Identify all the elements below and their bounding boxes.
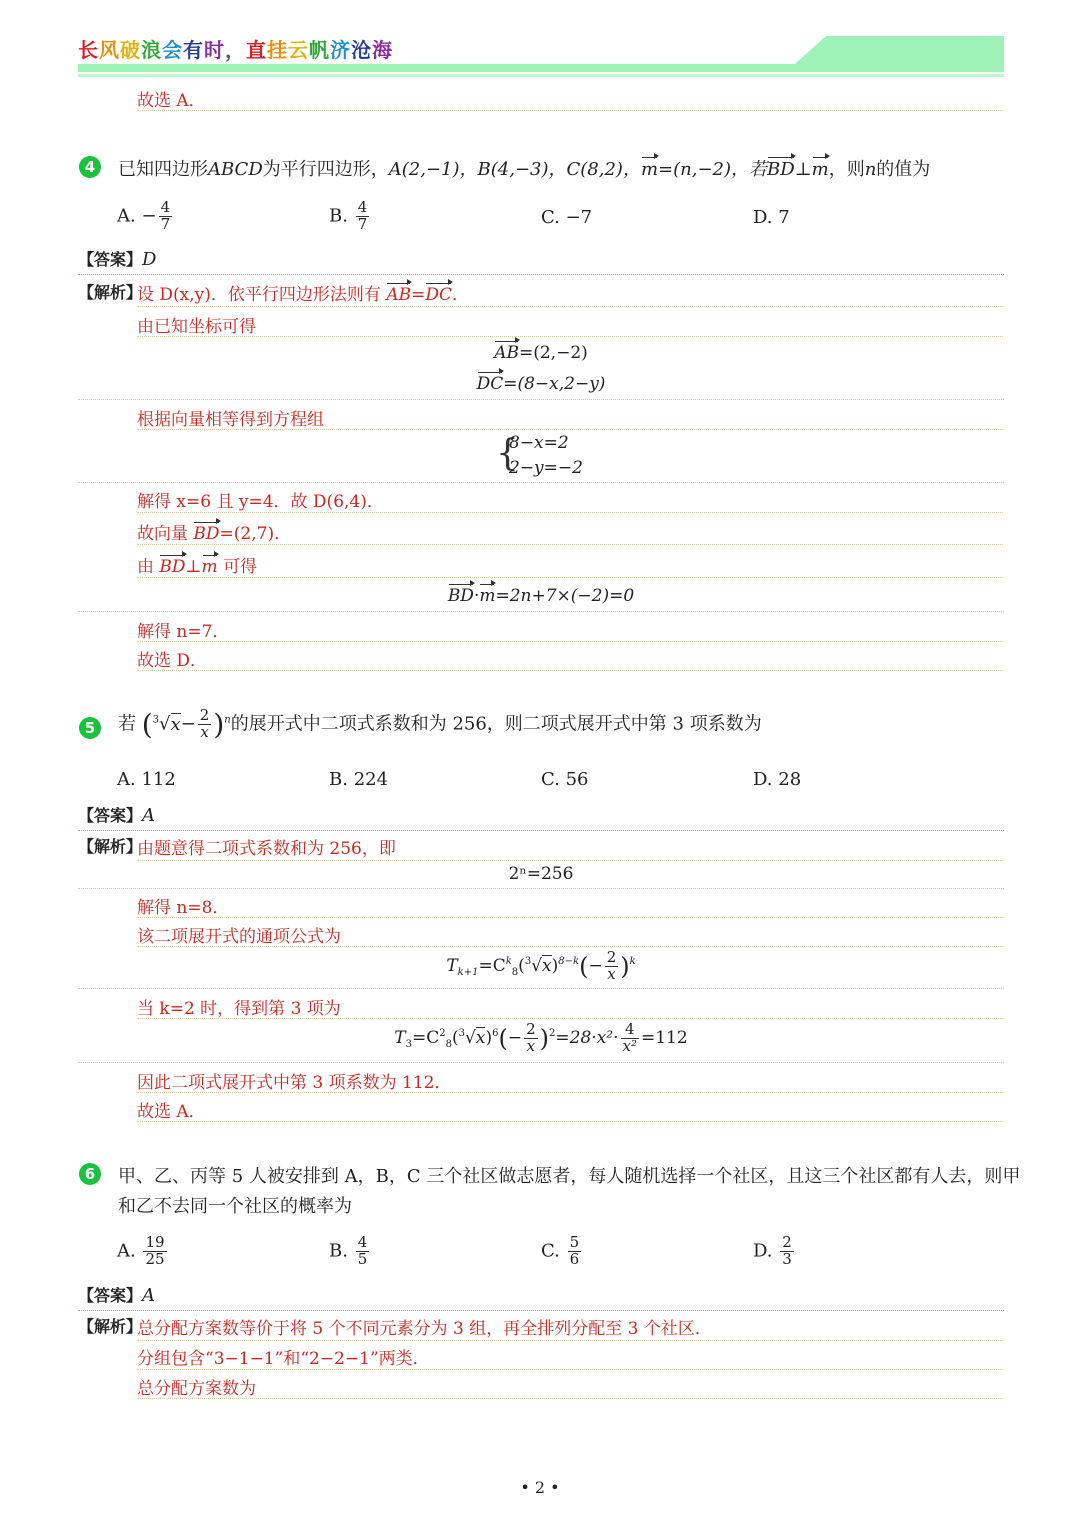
brace-icon: { bbox=[496, 433, 519, 474]
option-a[interactable]: A. $\frac{19}{25}$ bbox=[117, 1233, 165, 1268]
question-4-stem: 已知四边形ABCD为平行四边形，A(2,−1)，B(4,−3)，C(8,2)，m=(n,−2)，若BD⊥m，则n的值为 bbox=[118, 159, 931, 180]
analysis-line: 故选 A． bbox=[137, 1097, 1003, 1122]
slogan-char: 有 bbox=[183, 38, 204, 62]
analysis-label: 【解析】 bbox=[78, 837, 143, 856]
slogan-char: 风 bbox=[99, 38, 120, 62]
slogan-char: 挂 bbox=[267, 38, 288, 62]
equation-system: { 8−x=2 2−y=−2 bbox=[78, 432, 1004, 483]
answer-row bbox=[78, 1283, 1004, 1311]
analysis-line: 根据向量相等得到方程组 bbox=[137, 405, 1003, 430]
slogan-char: ， bbox=[225, 38, 246, 62]
option-b[interactable]: B. $\frac{4}{7}$ bbox=[329, 198, 368, 233]
option-a[interactable]: A. 112 bbox=[117, 769, 176, 790]
header-band bbox=[78, 64, 1004, 72]
header-slogan bbox=[78, 34, 393, 63]
analysis-line: 解得 x=6 且 y=4．故 D(6,4)． bbox=[137, 487, 1003, 513]
option-c[interactable]: C. 56 bbox=[541, 769, 589, 790]
analysis-line: 分组包含“3−1−1”和“2−2−1”两类． bbox=[137, 1344, 1003, 1370]
equation: $T_3=C^2_8(^3√x)^6(-$ $\frac{2}{x}$ )$^2$=28·x²· $\frac{4}{\text{x²}}$ =112 bbox=[78, 1022, 1004, 1063]
answer-row bbox=[78, 247, 1004, 275]
analysis-line: 总分配方案数等价于将 5 个不同元素分为 3 组，再全排列分配至 3 个社区． bbox=[137, 1314, 1003, 1341]
analysis-line: 该二项展开式的通项公式为 bbox=[137, 922, 1003, 947]
slogan-char: 沧 bbox=[351, 38, 372, 62]
option-d[interactable]: D. 28 bbox=[753, 769, 802, 790]
analysis-line: 设 D(x,y)．依平行四边形法则有 AB=DC． bbox=[137, 280, 1003, 307]
slogan-char: 破 bbox=[120, 38, 141, 62]
slogan-char: 会 bbox=[162, 38, 183, 62]
answer-label: 【答案】 bbox=[78, 806, 143, 825]
slogan-char: 海 bbox=[372, 38, 393, 62]
equation: 2ⁿ=256 bbox=[78, 864, 1004, 889]
equation: DC=(8−x,2−y) bbox=[78, 374, 1004, 400]
option-d[interactable]: D. $\frac{2}{3}$ bbox=[753, 1233, 792, 1268]
analysis-line: 故向量 BD=(2,7)． bbox=[137, 519, 1003, 545]
question-5-stem: 若 ($^3$√x− $\frac{2}{x}$ )$^n$的展开式中二项式系数和为 256，则二项式展开式中第 3 项系数为 bbox=[118, 706, 762, 741]
analysis-line: 总分配方案数为 bbox=[137, 1374, 1003, 1399]
slogan-char: 济 bbox=[330, 38, 351, 62]
question-number-badge: 5 bbox=[79, 717, 101, 739]
answer-value: D bbox=[142, 249, 157, 270]
analysis-label: 【解析】 bbox=[78, 1317, 143, 1336]
answer-row bbox=[78, 803, 1004, 831]
option-a[interactable]: A. − $\frac{4}{7}$ bbox=[117, 198, 171, 233]
page-number: • 2 • bbox=[520, 1478, 560, 1497]
vector-bd: BD bbox=[767, 159, 795, 180]
question-number-badge: 6 bbox=[79, 1163, 101, 1185]
option-b[interactable]: B. $\frac{4}{5}$ bbox=[329, 1233, 368, 1268]
slogan-char: 时 bbox=[204, 38, 225, 62]
answer-label: 【答案】 bbox=[78, 1286, 143, 1305]
option-c[interactable]: C. −7 bbox=[541, 207, 593, 228]
slogan-char: 浪 bbox=[141, 38, 162, 62]
equation: AB=(2,−2) bbox=[494, 343, 588, 363]
analysis-line: 由 BD⊥m 可得 bbox=[137, 552, 1003, 578]
answer-value: A bbox=[142, 805, 156, 826]
header-band-light bbox=[78, 74, 1004, 77]
slogan-char: 帆 bbox=[309, 38, 330, 62]
question-6-stem-line2: 和乙不去同一个社区的概率为 bbox=[118, 1196, 352, 1217]
analysis-line: 因此二项式展开式中第 3 项系数为 112． bbox=[137, 1068, 1003, 1093]
equation: $T_{k+1}=C^k_8(^3√x)^{8-k}(-$ $\frac{2}{x}$ )$^k$ bbox=[78, 950, 1004, 989]
slogan-char: 直 bbox=[246, 38, 267, 62]
analysis-line: 由题意得二项式系数和为 256，即 bbox=[137, 834, 1003, 861]
analysis-line: 解得 n=8． bbox=[137, 893, 1003, 918]
prev-question-conclusion: 故选 A． bbox=[137, 86, 1003, 111]
option-d[interactable]: D. 7 bbox=[753, 207, 790, 228]
question-number-badge: 4 bbox=[79, 156, 101, 178]
analysis-line: 由已知坐标可得 bbox=[137, 312, 1003, 337]
analysis-line: 故选 D． bbox=[137, 646, 1003, 671]
answer-label: 【答案】 bbox=[78, 250, 143, 269]
analysis-line: 解得 n=7． bbox=[137, 617, 1003, 642]
question-6-stem-line1: 甲、乙、丙等 5 人被安排到 A，B，C 三个社区做志愿者，每人随机选择一个社区，且这三个社区都有人去，则甲 bbox=[118, 1166, 1021, 1187]
slogan-char: 云 bbox=[288, 38, 309, 62]
vector-m: m bbox=[640, 159, 659, 180]
slogan-char: 长 bbox=[78, 38, 99, 62]
option-c[interactable]: C. $\frac{5}{6}$ bbox=[541, 1233, 580, 1268]
answer-value: A bbox=[142, 1285, 156, 1306]
analysis-label: 【解析】 bbox=[78, 283, 143, 302]
analysis-line: 当 k=2 时，得到第 3 项为 bbox=[137, 994, 1003, 1019]
option-b[interactable]: B. 224 bbox=[329, 769, 389, 790]
equation: BD·m=2n+7×(−2)=0 bbox=[78, 586, 1004, 612]
